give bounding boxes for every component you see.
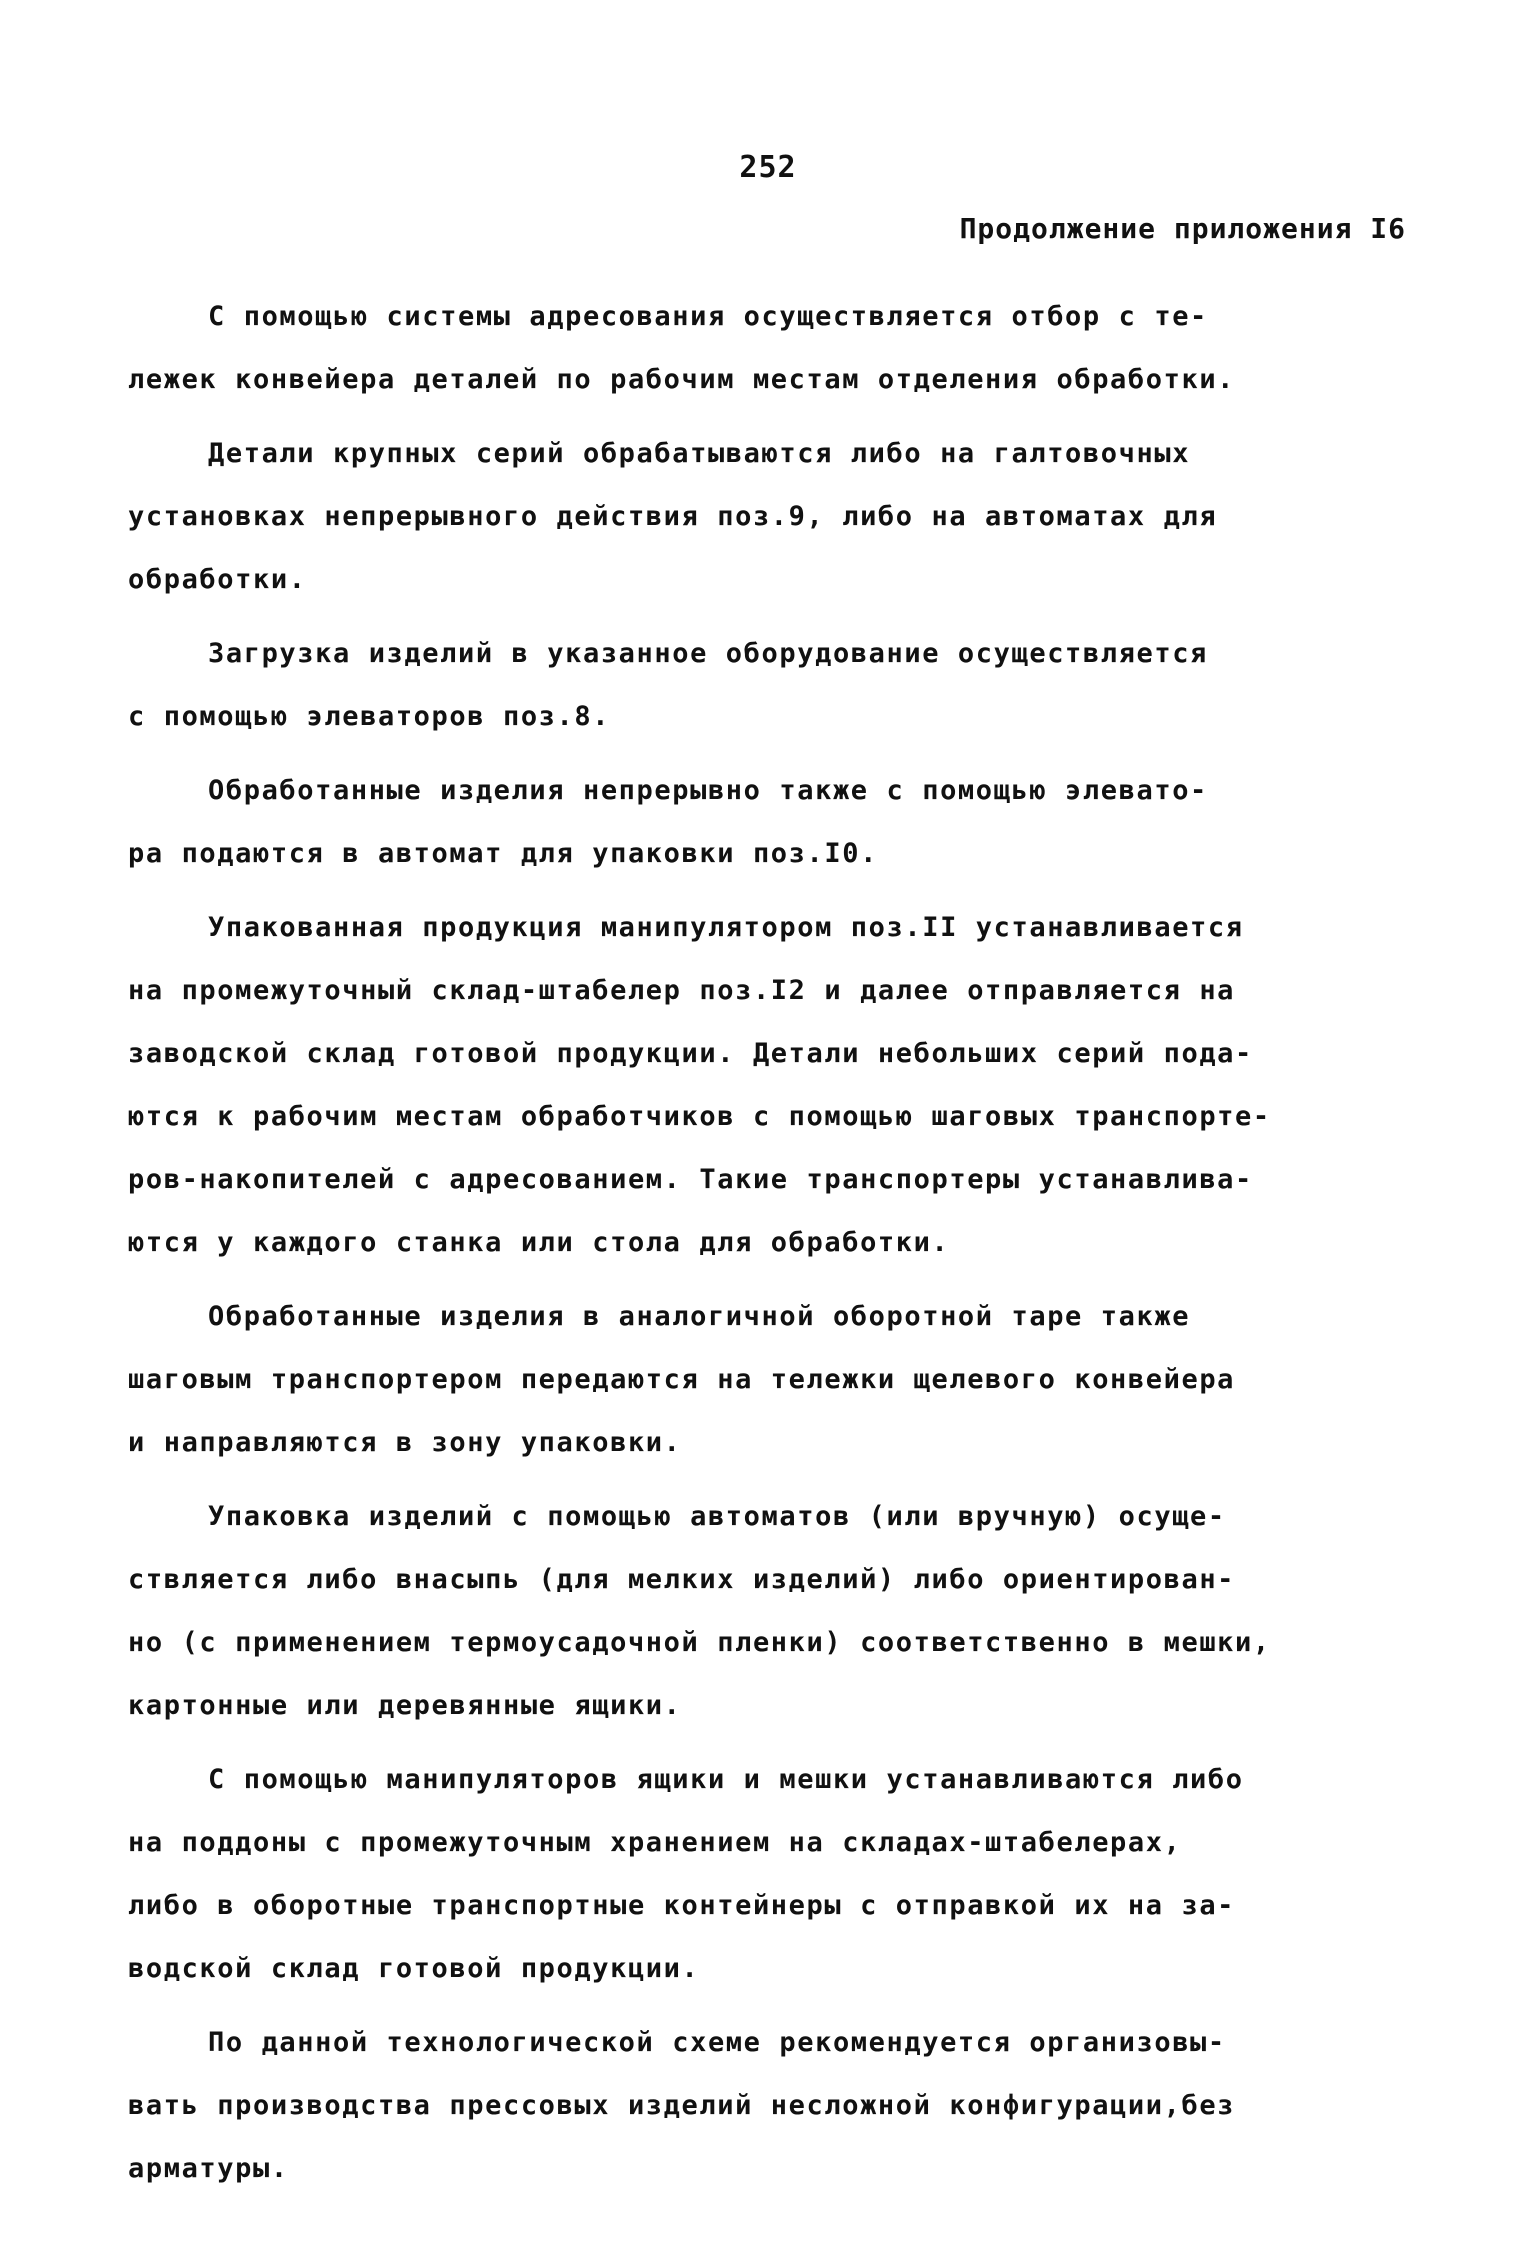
text-line: Загрузка изделий в указанное оборудование осуществляется (208, 638, 1208, 669)
paragraph (128, 1485, 1388, 1737)
paragraph (128, 1285, 1388, 1474)
text-line: либо в оборотные транспортные контейнеры с отправкой их на за- (128, 1890, 1236, 1921)
text-line: заводской склад готовой продукции. Детали небольших серий пода- (128, 1038, 1253, 1069)
text-line: с помощью элеваторов поз.8. (128, 701, 611, 732)
text-line: ются у каждого станка или стола для обработки. (128, 1227, 950, 1258)
text-line: Упакованная продукция манипулятором поз.II устанавливается (208, 912, 1244, 943)
paragraph (128, 1748, 1388, 2000)
paragraph (128, 2011, 1388, 2200)
text-line: обработки. (128, 564, 307, 595)
text-line: ров-накопителей с адресованием. Такие транспортеры устанавлива- (128, 1164, 1253, 1195)
paragraph (128, 285, 1388, 411)
text-line: ра подаются в автомат для упаковки поз.I0. (128, 838, 878, 869)
text-line: но (с применением термоусадочной пленки) соответственно в мешки, (128, 1627, 1271, 1658)
body-text (128, 285, 1388, 2211)
text-line: установках непрерывного действия поз.9, либо на автоматах для (128, 501, 1218, 532)
text-line: картонные или деревянные ящики. (128, 1690, 682, 1721)
paragraph (128, 622, 1388, 748)
paragraph (128, 759, 1388, 885)
appendix-header: Продолжение приложения I6 (959, 212, 1406, 245)
text-line: Детали крупных серий обрабатываются либо на галтовочных (208, 438, 1191, 469)
text-line: арматуры. (128, 2153, 289, 2184)
page-number: 252 (739, 150, 797, 185)
text-line: лежек конвейера деталей по рабочим местам отделения обработки. (128, 364, 1236, 395)
text-line: ствляется либо внасыпь (для мелких изделий) либо ориентирован- (128, 1564, 1236, 1595)
text-line: ются к рабочим местам обработчиков с помощью шаговых транспорте- (128, 1101, 1271, 1132)
paragraph (128, 896, 1388, 1274)
text-line: водской склад готовой продукции. (128, 1953, 700, 1984)
text-line: Обработанные изделия непрерывно также с помощью элевато- (208, 775, 1208, 806)
paragraph (128, 422, 1388, 611)
text-line: Обработанные изделия в аналогичной оборотной таре также (208, 1301, 1191, 1332)
text-line: шаговым транспортером передаются на тележки щелевого конвейера (128, 1364, 1236, 1395)
text-line: Упаковка изделий с помощью автоматов (или вручную) осуще- (208, 1501, 1226, 1532)
text-line: на промежуточный склад-штабелер поз.I2 и далее отправляется на (128, 975, 1236, 1006)
text-line: вать производства прессовых изделий несложной конфигурации,без (128, 2090, 1236, 2121)
text-line: С помощью системы адресования осуществляется отбор с те- (208, 301, 1208, 332)
text-line: на поддоны с промежуточным хранением на складах-штабелерах, (128, 1827, 1182, 1858)
text-line: и направляются в зону упаковки. (128, 1427, 682, 1458)
text-line: По данной технологической схеме рекомендуется организовы- (208, 2027, 1226, 2058)
text-line: С помощью манипуляторов ящики и мешки устанавливаются либо (208, 1764, 1244, 1795)
